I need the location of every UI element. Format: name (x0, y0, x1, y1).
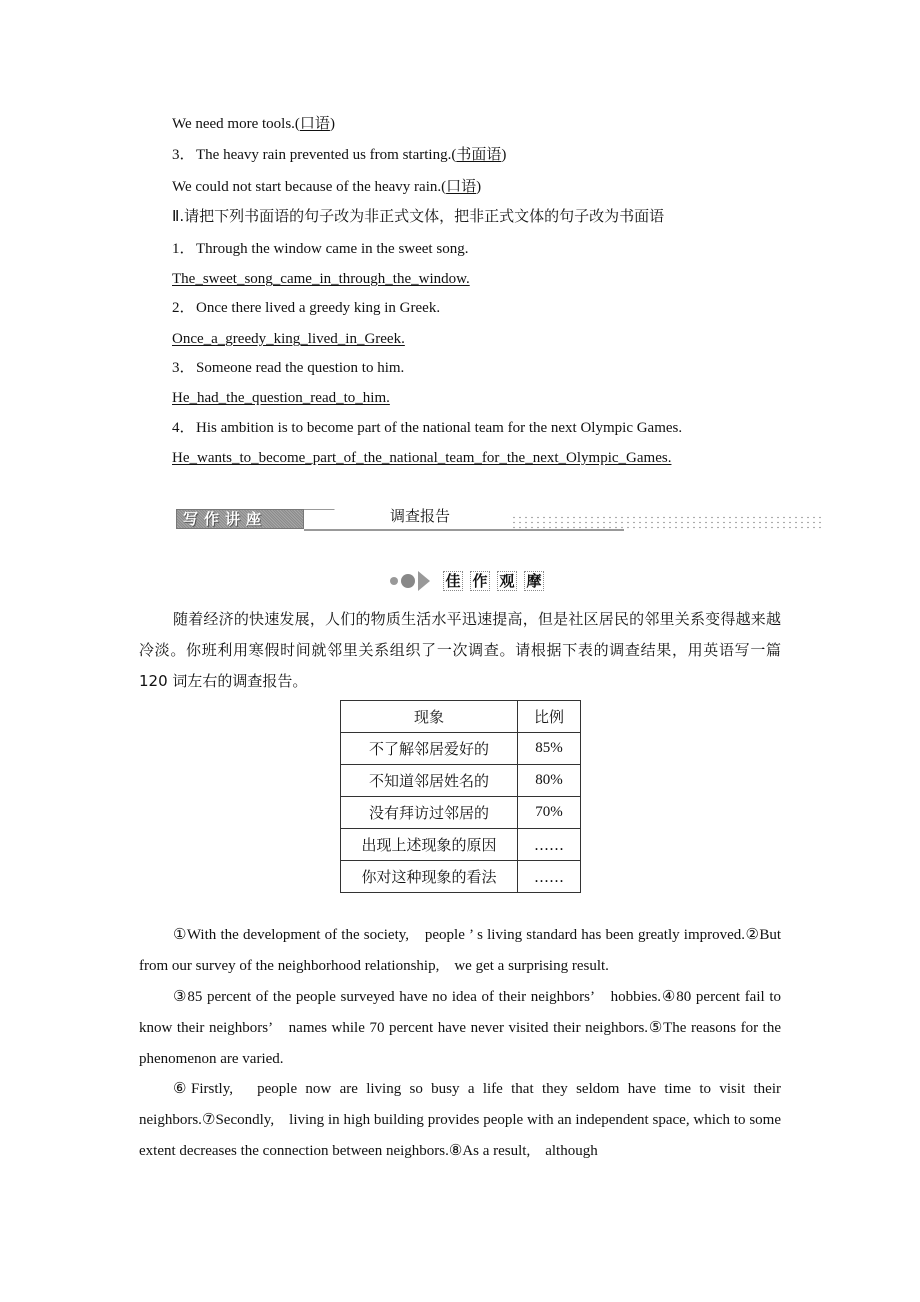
table-cell: …… (518, 861, 581, 893)
essay-paragraph-2: ③85 percent of the people surveyed have no idea of their neighbors’ hobbies.④80 percent fail to know their neighbors’ names while 70 percent have never visited their neighbors.⑤The reasons for the phenomenon are varied. (139, 989, 781, 1067)
table-cell: 不了解邻居爱好的 (341, 733, 518, 765)
exercise-answer-3: He_had_the_question_read_to_him. (172, 390, 390, 406)
writing-prompt: 随着经济的快速发展，人们的物质生活水平迅速提高，但是社区居民的邻里关系变得越来越冷淡。你班利用寒假时间就邻里关系组织了一次调查。请根据下表的调查结果，用英语写一篇 120 词左右的调查报告。 (139, 610, 781, 690)
table-cell: 70% (518, 797, 581, 829)
exercise-answer-4: He_wants_to_become_part_of_the_national_team_for_the_next_Olympic_Games. (172, 450, 672, 466)
banner-decoration (304, 509, 335, 530)
example-line-1: We need more tools.(口语) (172, 114, 335, 132)
table-cell: …… (518, 829, 581, 861)
essay-paragraph-1: ①With the development of the society, people ’ s living standard has been greatly improved.②But from our survey of the neighborhood relationship, we get a surprising result. (139, 927, 781, 974)
exercise-answer-1: The_sweet_song_came_in_through_the_window. (172, 271, 470, 287)
style-tag: 书面语 (456, 145, 502, 163)
bullet-circle-icon (401, 574, 415, 588)
table-header: 比例 (518, 701, 581, 733)
header-char: 观 (497, 571, 517, 591)
style-tag: 口语 (299, 114, 330, 132)
table-cell: 80% (518, 765, 581, 797)
banner-tag: 写作讲座 (176, 509, 304, 529)
table-header: 现象 (341, 701, 518, 733)
table-row (341, 765, 581, 797)
exercise-heading: Ⅱ.请把下列书面语的句子改为非正式文体，把非正式文体的句子改为书面语 (172, 207, 665, 225)
exercise-question-4: 4．His ambition is to become part of the national team for the next Olympic Games. (172, 420, 683, 436)
style-tag: 口语 (446, 177, 477, 195)
exercise-question-2: 2．Once there lived a greedy king in Greek. (172, 300, 441, 316)
example-item-3: 3．The heavy rain prevented us from starting.(书面语) (172, 145, 507, 163)
section-banner (176, 507, 821, 533)
table-row (341, 797, 581, 829)
table-cell: 出现上述现象的原因 (341, 829, 518, 861)
example-line-3: We could not start because of the heavy rain.(口语) (172, 177, 482, 195)
table-header-row (341, 701, 581, 733)
banner-title: 调查报告 (390, 507, 451, 525)
essay-paragraph-3: ⑥Firstly, people now are living so busy a life that they seldom have time to visit their neighbors.⑦Secondly, living in high building provides people with an independent space, which to some extent decreases the connection between neighbors.⑧As a result, although (139, 1081, 781, 1159)
table-row (341, 829, 581, 861)
table-row (341, 861, 581, 893)
table-cell: 你对这种现象的看法 (341, 861, 518, 893)
arrow-right-icon (418, 571, 430, 591)
banner-dot-pattern (511, 515, 821, 529)
bullet-dot-icon (390, 577, 398, 585)
survey-table (340, 700, 581, 893)
table-row (341, 733, 581, 765)
banner-underline (304, 529, 624, 531)
exercise-answer-2: Once_a_greedy_king_lived_in_Greek. (172, 331, 405, 347)
exercise-question-3: 3．Someone read the question to him. (172, 360, 405, 376)
table-cell: 没有拜访过邻居的 (341, 797, 518, 829)
table-cell: 85% (518, 733, 581, 765)
header-char: 作 (470, 571, 490, 591)
table-cell: 不知道邻居姓名的 (341, 765, 518, 797)
sub-header (390, 568, 548, 594)
exercise-question-1: 1．Through the window came in the sweet song. (172, 241, 469, 257)
header-char: 摩 (524, 571, 544, 591)
header-char: 佳 (443, 571, 463, 591)
